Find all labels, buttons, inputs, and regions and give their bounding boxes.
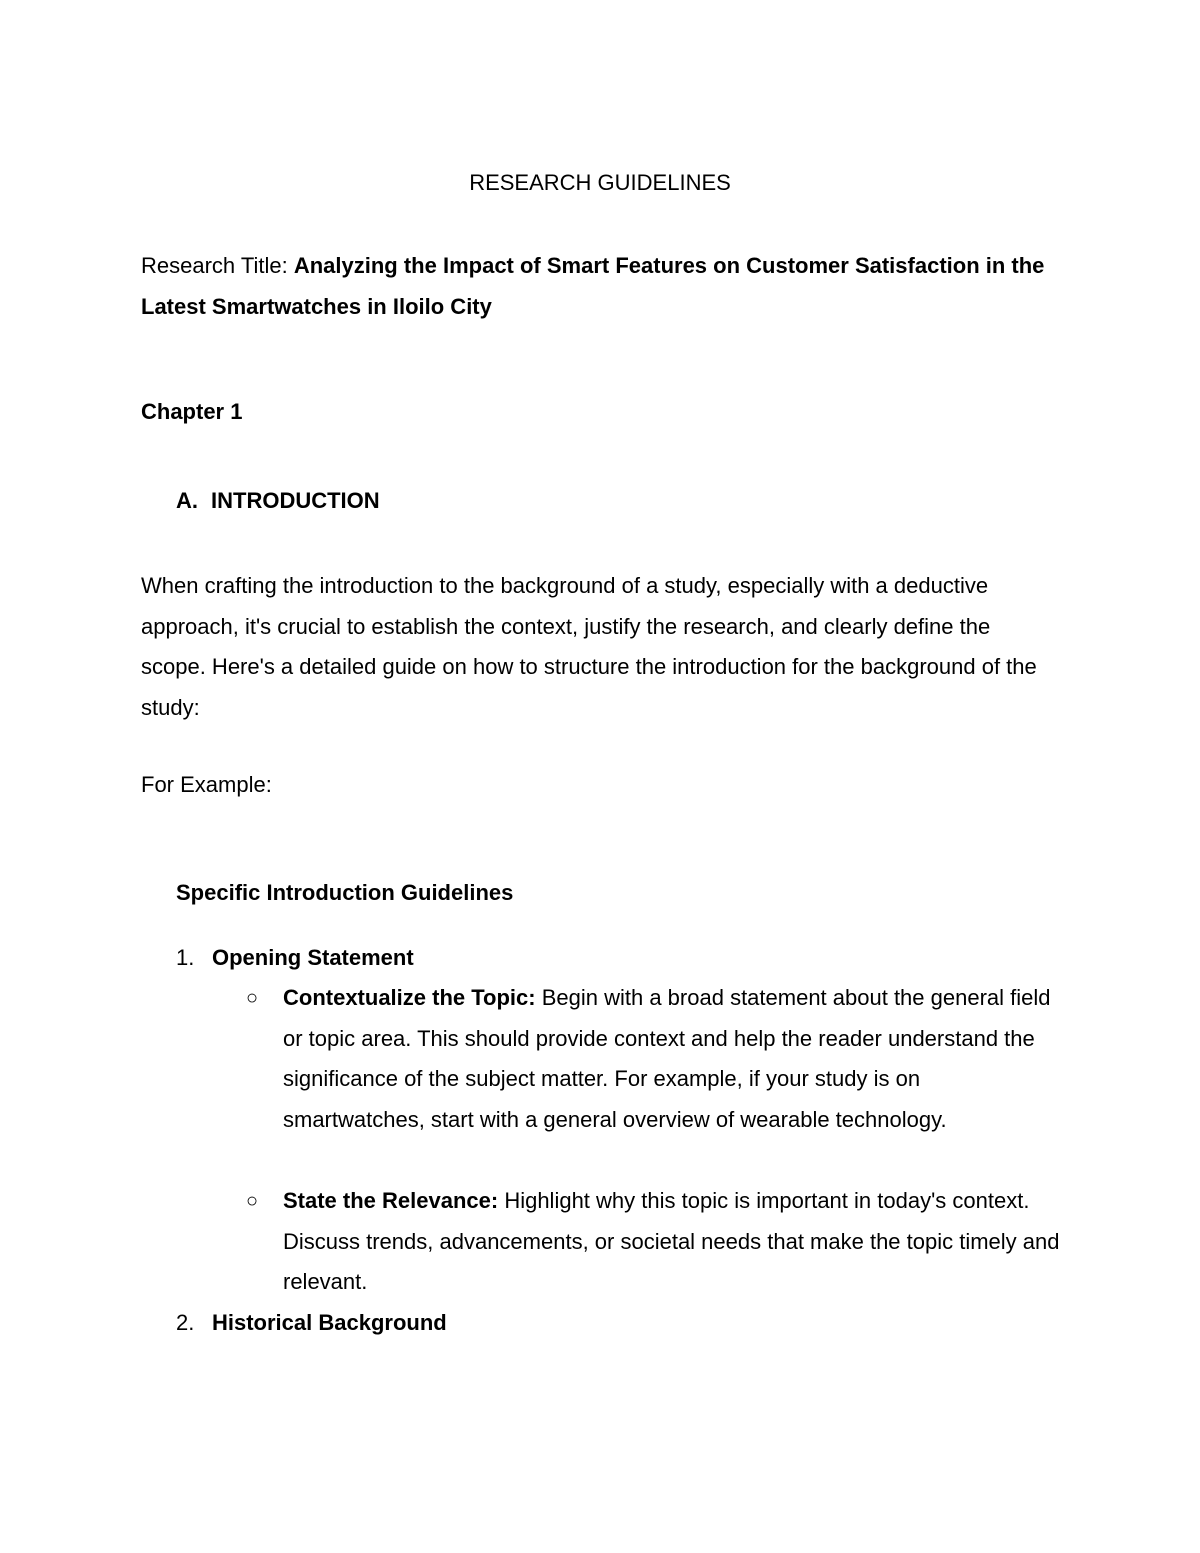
- bullet-body: Begin with a broad statement about the general field or topic area. This should provide context and help the reader understand the significance of the subject matter. For example, if your study is on smartwatches, start with a general overview of wearable technology.: [283, 985, 1051, 1132]
- chapter-heading: Chapter 1: [141, 399, 243, 424]
- list-item-historical-background: [176, 1308, 447, 1338]
- research-title-text: Analyzing the Impact of Smart Features on Customer Satisfaction in the Latest Smartwatches in Iloilo City: [141, 253, 1045, 319]
- list-item-label: Historical Background: [212, 1310, 447, 1335]
- research-title-line: [141, 245, 1061, 327]
- document-title: RESEARCH GUIDELINES: [469, 170, 731, 195]
- list-item-number: 1.: [176, 945, 195, 970]
- list-item-number: 2.: [176, 1310, 195, 1335]
- section-title: INTRODUCTION: [211, 488, 380, 513]
- section-letter: A.: [176, 488, 198, 513]
- guidelines-heading: Specific Introduction Guidelines: [176, 880, 514, 905]
- section-heading: [176, 486, 380, 516]
- list-item-opening-statement: [176, 943, 414, 973]
- bullet-term: Contextualize the Topic:: [283, 985, 536, 1010]
- list-item-label: Opening Statement: [212, 945, 414, 970]
- bullet-text: [283, 1181, 1061, 1303]
- bullet-contextualize-topic: [246, 978, 1061, 1140]
- hollow-circle-bullet-icon: ○: [246, 987, 259, 1009]
- bullet-term: State the Relevance:: [283, 1188, 499, 1213]
- intro-paragraph: When crafting the introduction to the background of a study, especially with a deductive approach, it's crucial to establish the context, justify the research, and clearly define the scope. Here's a detailed guide on how to structure the introduction for the background of the study:: [141, 573, 1037, 720]
- bullet-text: [283, 978, 1061, 1140]
- example-label: For Example:: [141, 772, 272, 797]
- research-title-label: Research Title:: [141, 253, 294, 278]
- bullet-body: Highlight why this topic is important in today's context. Discuss trends, advancements, or societal needs that make the topic timely and relevant.: [283, 1188, 1060, 1294]
- bullet-state-relevance: [246, 1181, 1061, 1303]
- hollow-circle-bullet-icon: ○: [246, 1190, 259, 1212]
